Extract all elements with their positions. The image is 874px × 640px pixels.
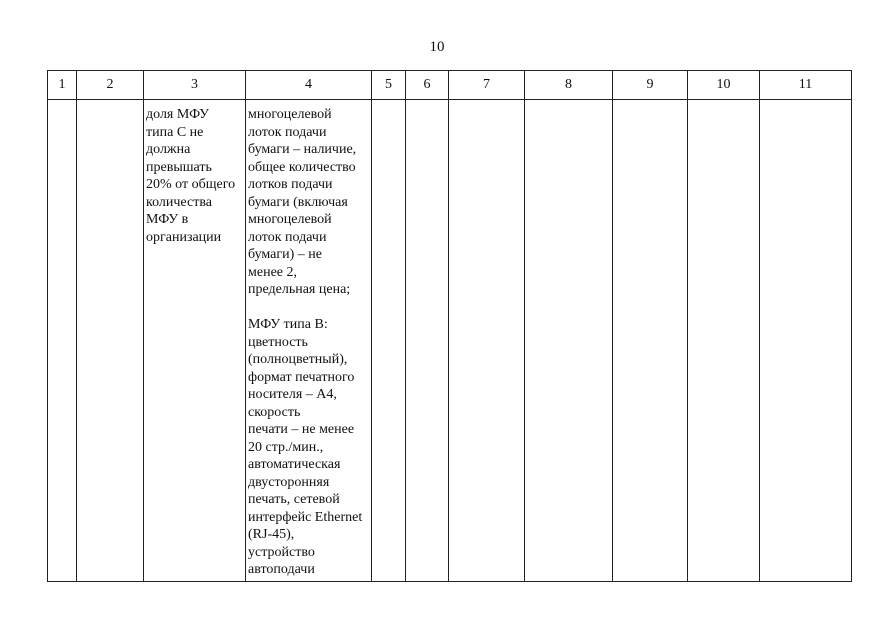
cell-col8 [525,100,613,582]
cell-col1 [48,100,77,582]
cell-col5 [372,100,406,582]
requirements-table [47,70,852,582]
column-header-10: 10 [688,71,760,100]
cell-col9 [613,100,688,582]
cell-col4 [246,100,372,582]
column-header-6: 6 [406,71,449,100]
column-header-1: 1 [48,71,77,100]
cell-col11 [760,100,852,582]
table-row [48,100,852,582]
col4-paragraph-2: МФУ типа В: цветность (полноцветный), формат печатного носителя – А4, скорость печати – не менее 20 стр./мин., автоматическая двусторонняя печать, сетевой интерфейс Ethernet (RJ-45), устройство автоподачи [248,317,363,577]
column-header-7: 7 [449,71,525,100]
column-header-11: 11 [760,71,852,100]
cell-col7 [449,100,525,582]
page-number: 10 [429,39,445,55]
cell-col10 [688,100,760,582]
column-header-3: 3 [144,71,246,100]
cell-col2 [77,100,144,582]
header-row [48,71,852,100]
cell-col3: доля МФУ типа С не должна превышать 20% от общего количества МФУ в организации [144,100,246,582]
col4-paragraph-1: многоцелевой лоток подачи бумаги – наличие, общее количество лотков подачи бумаги (включая многоцелевой лоток подачи бумаги) – не менее 2, предельная цена; [248,107,357,297]
column-header-8: 8 [525,71,613,100]
column-header-5: 5 [372,71,406,100]
column-header-4: 4 [246,71,372,100]
column-header-9: 9 [613,71,688,100]
column-header-2: 2 [77,71,144,100]
cell-col6 [406,100,449,582]
